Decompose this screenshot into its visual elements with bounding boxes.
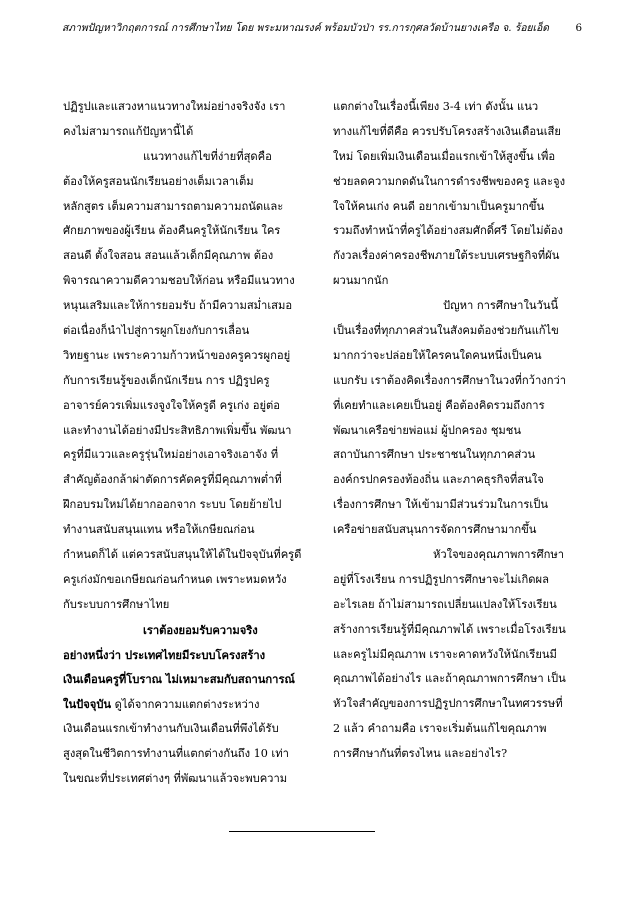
text-line: คงไม่สามารถแก้ปัญหานี้ได้ bbox=[63, 124, 194, 138]
bold-line: อย่างหนึ่งว่า ประเทศไทยมีระบบโครงสร้าง bbox=[63, 647, 266, 662]
text-line: เครือข่ายสนับสนุนการจัดการศึกษามากขึ้น bbox=[333, 523, 537, 537]
text-line: วิทยฐานะ เพราะความก้าวหน้าของครูควรผูกอยู่ bbox=[63, 348, 291, 362]
text-line: พิจารณาความดีความชอบให้ก่อน หรือมีแนวทาง bbox=[63, 274, 295, 288]
text-line: อยู่ที่โรงเรียน การปฏิรูปการศึกษาจะไม่เกิดผล bbox=[333, 572, 549, 586]
text-line: การศึกษากันที่ตรงไหน และอย่างไร? bbox=[333, 747, 508, 761]
text-line: ครูเก่งมักขอเกษียณก่อนกำหนด เพราะหมดหวัง bbox=[63, 572, 287, 586]
text-line: และครูไม่มีคุณภาพ เราจะคาดหวังให้นักเรียนมี bbox=[333, 647, 557, 661]
text-line: แนวทางแก้ไขที่ง่ายที่สุดคือ bbox=[143, 149, 272, 163]
text-line: คุณภาพได้อย่างไร และถ้าคุณภาพการศึกษา เป็น bbox=[333, 672, 566, 686]
text-line: มากกว่าจะปล่อยให้ใครคนใดคนหนึ่งเป็นคน bbox=[333, 348, 542, 362]
bold-line: เงินเดือนครูที่โบราณ ไม่เหมาะสมกับสถานการณ์ bbox=[63, 672, 295, 687]
footnote-divider bbox=[229, 831, 375, 832]
text-line: เป็นเรื่องที่ทุกภาคส่วนในสังคมต้องช่วยกันแก้ไข bbox=[333, 324, 559, 338]
text-line: ต่อเนื่องก็นำไปสู่การผูกโยงกับการเลื่อน bbox=[63, 324, 250, 338]
bold-fragment: ในปัจจุบัน bbox=[63, 697, 112, 712]
left-column bbox=[63, 95, 308, 792]
text-line: ครูที่มีแววและครูรุ่นใหม่อย่างเอาจริงเอาจัง ที่ bbox=[63, 448, 279, 462]
text-line: หนุนเสริมและให้การยอมรับ ถ้ามีความสม่ำเสมอ bbox=[63, 299, 293, 313]
text-line: อะไรเลย ถ้าไม่สามารถเปลี่ยนแปลงให้โรงเรียน bbox=[333, 597, 557, 611]
text-line: ปัญหา การศึกษาในวันนี้ bbox=[443, 299, 559, 313]
text-line: กับการเรียนรู้ของเด็กนักเรียน การ ปฏิรูปครู bbox=[63, 373, 270, 387]
text-line: เรื่องการศึกษา ให้เข้ามามีส่วนร่วมในการเป็น bbox=[333, 498, 548, 512]
text-line: ผวนมากนัก bbox=[333, 274, 389, 288]
text-line: ศักยภาพของผู้เรียน ต้องคืนครูให้นักเรียน ใคร bbox=[63, 224, 281, 238]
text-line: กำหนดก็ได้ แต่ควรสนับสนุนให้ได้ในปัจจุบันที่ครูดี bbox=[63, 548, 302, 562]
text-line: หัวใจสำคัญของการปฏิรูปการศึกษาในทศวรรษที่ bbox=[333, 697, 563, 711]
mixed-line bbox=[63, 692, 308, 717]
page-number: 6 bbox=[575, 22, 582, 34]
text-line: และทำงานได้อย่างมีประสิทธิภาพเพิ่มขึ้น พัฒนา bbox=[63, 423, 292, 437]
text-line: เงินเดือนแรกเข้าทำงานกับเงินเดือนที่พึงได้รับ bbox=[63, 722, 279, 736]
bold-lead-line: เราต้องยอมรับความจริง bbox=[143, 622, 258, 637]
text-line: แตกต่างในเรื่องนี้เพียง 3-4 เท่า ดังนั้น แนว bbox=[333, 100, 539, 113]
text-line: ฝึกอบรมใหม่ได้ยากออกจาก ระบบ โดยย้ายไป bbox=[63, 498, 282, 512]
text-line: องค์กรปกครองท้องถิ่น และภาคธุรกิจที่สนใจ bbox=[333, 473, 544, 487]
text-line: ทางแก้ไขที่ดีคือ ควรปรับโครงสร้างเงินเดือนเสีย bbox=[333, 124, 561, 138]
text-line: 2 แล้ว คำถามคือ เราจะเริ่มต้นแก้ไขคุณภาพ bbox=[333, 722, 547, 736]
text-line: หัวใจของคุณภาพการศึกษา bbox=[433, 548, 564, 562]
text-line: หลักสูตร เต็มความสามารถตามความถนัดและ bbox=[63, 199, 284, 213]
text-line: ปฏิรูปและแสวงหาแนวทางใหม่อย่างจริงจัง เรา bbox=[63, 100, 286, 113]
text-line: ในขณะที่ประเทศต่างๆ ที่พัฒนาแล้วจะพบความ bbox=[63, 772, 288, 786]
running-title: สภาพปัญหาวิกฤตการณ์ การศึกษาไทย โดย พระมหาณรงค์ พร้อมบัวป่า รร.การกุศลวัดบ้านยางเครือ จ. ร้อยเอ็ด bbox=[62, 22, 549, 34]
text-line: สอนดี ตั้งใจสอน สอนแล้วเด็กมีคุณภาพ ต้อง bbox=[63, 249, 274, 263]
text-line: สถาบันการศึกษา ประชาชนในทุกภาคส่วน bbox=[333, 448, 536, 462]
text-line: กับระบบการศึกษาไทย bbox=[63, 597, 170, 611]
text-line: สร้างการเรียนรู้ที่มีคุณภาพได้ เพราะเมื่อโรงเรียน bbox=[333, 622, 566, 636]
text-line: อาจารย์ควรเพิ่มแรงจูงใจให้ครูดี ครูเก่ง อยู่ต่อ bbox=[63, 398, 280, 412]
text-line: สำคัญต้องกล้าผ่าตัดการคัดครูที่มีคุณภาพต่ำที่ bbox=[63, 473, 282, 487]
running-header bbox=[62, 20, 582, 36]
text-line: ใจให้คนเก่ง คนดี อยากเข้ามาเป็นครูมากขึ้น bbox=[333, 199, 545, 213]
text-line: กังวลเรื่องค่าครองชีพภายใต้ระบบเศรษฐกิจที่ผัน bbox=[333, 249, 560, 263]
text-line: แบกรับ เราต้องคิดเรื่องการศึกษาในวงที่กว้างกว่า bbox=[333, 373, 567, 387]
text-fragment: ดูได้จากความแตกต่างระหว่าง bbox=[111, 698, 260, 712]
text-line: พัฒนาเครือข่ายพ่อแม่ ผู้ปกครอง ชุมชน bbox=[333, 423, 522, 437]
text-line: ช่วยลดความกดดันในการดำรงชีพของครู และจูง bbox=[333, 174, 566, 188]
text-line: ใหม่ โดยเพิ่มเงินเดือนเมื่อแรกเข้าให้สูงขึ้น เพื่อ bbox=[333, 149, 556, 163]
text-line: รวมถึงทำหน้าที่ครูได้อย่างสมศักดิ์ศรี โดยไม่ต้อง bbox=[333, 224, 563, 238]
text-line: ต้องให้ครูสอนนักเรียนอย่างเต็มเวลาเต็ม bbox=[63, 174, 254, 188]
text-line: สูงสุดในชีวิตการทำงานที่แตกต่างกันถึง 10 เท่า bbox=[63, 747, 289, 761]
text-line: ทำงานสนับสนุนแทน หรือให้เกษียณก่อน bbox=[63, 523, 255, 537]
text-line: ที่เคยทำและเคยเป็นอยู่ คือต้องคิดรวมถึงการ bbox=[333, 398, 545, 412]
right-column bbox=[333, 95, 578, 767]
